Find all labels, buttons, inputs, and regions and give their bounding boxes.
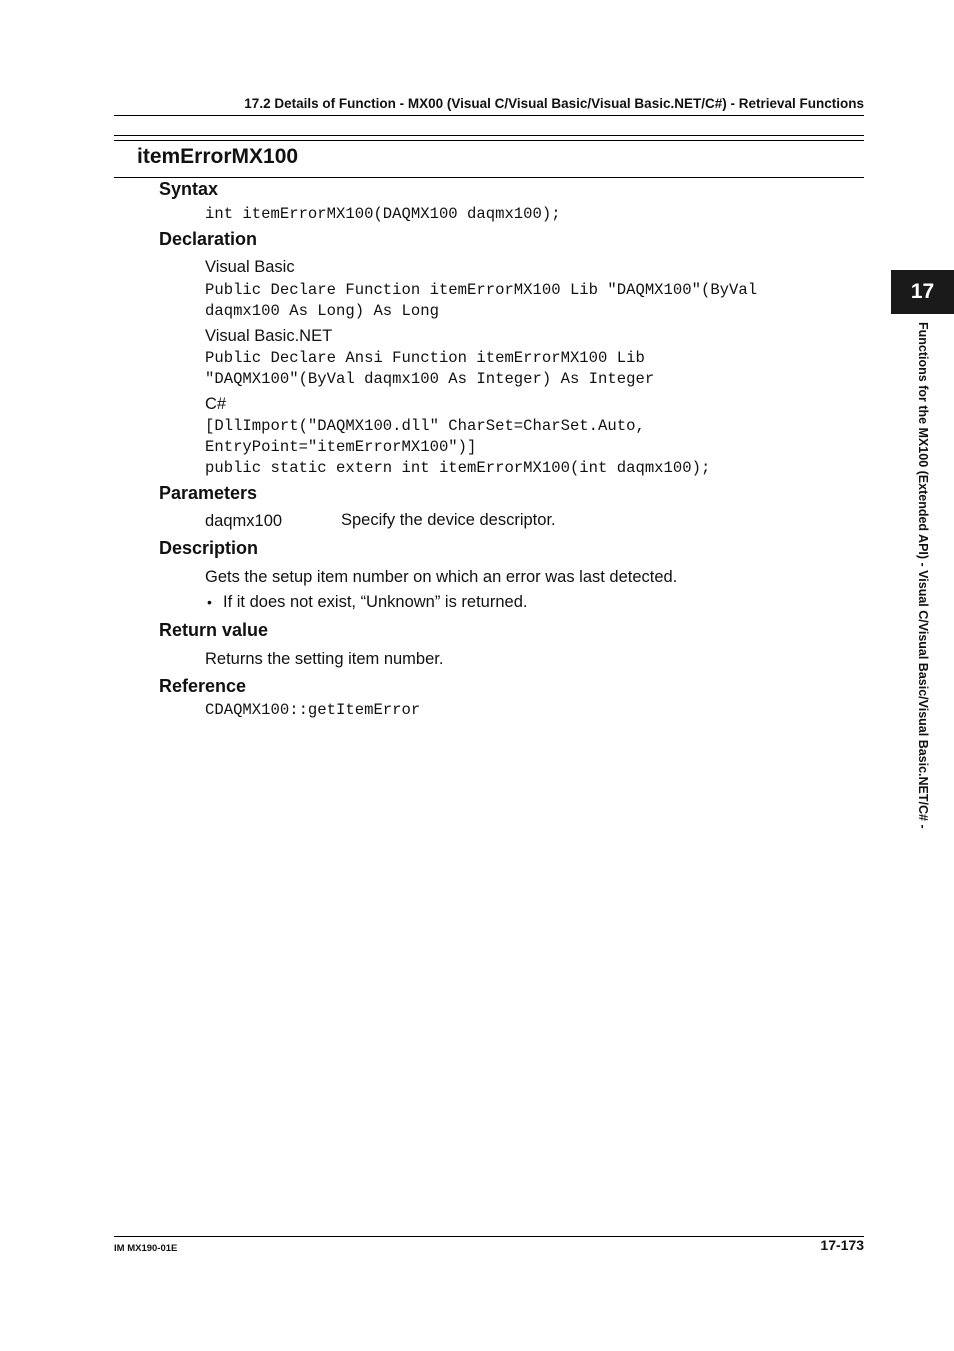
parameter-name: daqmx100 bbox=[205, 512, 283, 530]
running-header: 17.2 Details of Function - MX00 (Visual C/Visual Basic/Visual Basic.NET/C#) - Retrieval Functions bbox=[244, 96, 864, 111]
section-heading-parameters: Parameters bbox=[159, 483, 258, 503]
cs-code-line-1: [DllImport("DAQMX100.dll" CharSet=CharSet.Auto, bbox=[205, 417, 645, 435]
return-value-text: Returns the setting item number. bbox=[205, 650, 444, 668]
bullet-mark: • bbox=[207, 594, 212, 610]
section-heading-syntax: Syntax bbox=[159, 179, 219, 199]
parameter-description: Specify the device descriptor. bbox=[341, 511, 556, 529]
cs-code-line-2: EntryPoint="itemErrorMX100")] bbox=[205, 438, 477, 456]
section-heading-return-value: Return value bbox=[159, 620, 269, 640]
function-title: itemErrorMX100 bbox=[137, 145, 299, 168]
section-heading-declaration: Declaration bbox=[159, 229, 258, 249]
vbnet-code-line-1: Public Declare Ansi Function itemErrorMX100 Lib bbox=[205, 349, 645, 367]
section-heading-reference: Reference bbox=[159, 676, 247, 696]
footer-page-number: 17-173 bbox=[820, 1237, 864, 1253]
header-rule-lower bbox=[114, 140, 864, 141]
vbnet-label: Visual Basic.NET bbox=[205, 327, 333, 345]
vb-code-line-2: daqmx100 As Long) As Long bbox=[205, 302, 439, 320]
vb-label: Visual Basic bbox=[205, 258, 295, 276]
footer-document-id: IM MX190-01E bbox=[114, 1243, 178, 1254]
title-underline bbox=[114, 177, 864, 178]
section-heading-description: Description bbox=[159, 538, 259, 558]
cs-label: C# bbox=[205, 395, 227, 413]
reference-code: CDAQMX100::getItemError bbox=[205, 701, 421, 719]
vbnet-code-line-2: "DAQMX100"(ByVal daqmx100 As Integer) As Integer bbox=[205, 370, 655, 388]
header-rule-top bbox=[114, 115, 864, 116]
syntax-code: int itemErrorMX100(DAQMX100 daqmx100); bbox=[205, 205, 561, 223]
description-bullet: If it does not exist, “Unknown” is returned. bbox=[223, 593, 528, 611]
header-rule-upper bbox=[114, 135, 864, 136]
chapter-tab: 17 bbox=[891, 270, 954, 314]
footer-rule bbox=[114, 1236, 864, 1237]
chapter-side-title: Functions for the MX100 (Extended API) - Visual C/Visual Basic/Visual Basic.NET/C# - bbox=[916, 322, 930, 829]
cs-code-line-3: public static extern int itemErrorMX100(int daqmx100); bbox=[205, 459, 711, 477]
description-text: Gets the setup item number on which an error was last detected. bbox=[205, 568, 678, 586]
vb-code-line-1: Public Declare Function itemErrorMX100 Lib "DAQMX100"(ByVal bbox=[205, 281, 758, 299]
